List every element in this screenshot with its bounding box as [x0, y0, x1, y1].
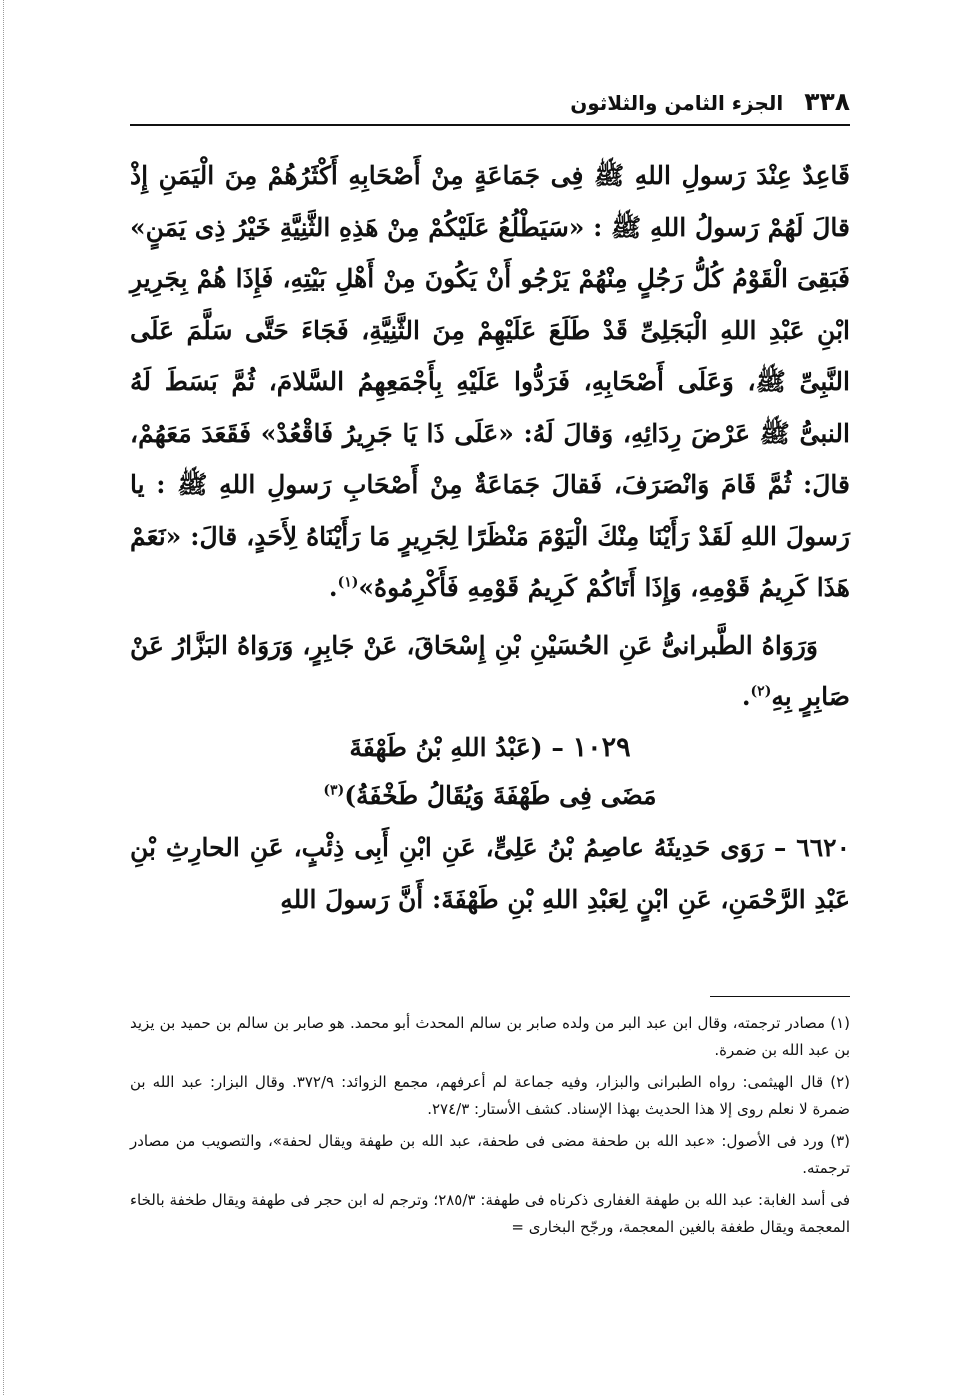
footnote-3-continuation: فى أسد الغابة: عبد الله بن طهفة الغفارى ذكرناه فى طهفة: ٢٨٥/٣؛ وترجم له ابن حجر فى طهفة ويقال طخفة بالخاء المعجمة ويقال طغفة بالغين المعجمة، ورجّح البخارى =: [130, 1191, 850, 1236]
entry-heading-line-1: [130, 724, 850, 772]
footnote-1: (١) مصادر ترجمته، وقال ابن عبد البر من ولده صابر بن سالم المحدث أبو محمد. هو صابر بن سالم بن حميد بن يزيد بن عبد الله بن ضمرة.: [130, 1014, 850, 1059]
paragraph-2: وَرَوَاهُ الطَّبرانىُّ عَنِ الحُسَيْنِ بْنِ إِسْحَاقَ، عَنْ جَابِرٍ، وَرَوَاهُ البَزَّارُ عَنْ صَابِرٍ بِهِ$^{(٢)}$.: [130, 630, 850, 711]
entry-heading-line-2: [130, 772, 850, 820]
footnote-ref-1: (١): [337, 574, 359, 591]
paragraph-2-text: وَرَوَاهُ الطَّبرانىُّ عَنِ الحُسَيْنِ بْنِ إِسْحَاقَ، عَنْ جَابِرٍ، وَرَوَاهُ البَزَّارُ عَنْ صَابِرٍ بِهِ: [130, 630, 850, 711]
hadith-text: [130, 822, 850, 925]
entry-subtitle: مَضَى فِى طَهْفَةَ وَيُقَالُ طَخْفَةُ): [344, 781, 657, 810]
paragraph-1: قَاعِدٌ عِنْدَ رَسولِ اللهِ ﷺ فِى جَمَاعَةٍ مِنْ أَصْحَابِهِ أَكْثَرُهُمْ مِنَ الْيَمَنِ إِذْ قالَ لَهُمْ رَسولُ اللهِ ﷺ : «سَيَطْلُعُ عَلَيْكُمْ مِنْ هَذِهِ الثَّنِيَّةِ خَيْرُ ذِى يَمَنٍ» فَبَقِىَ الْقَوْمُ كُلُّ رَجُلٍ مِنْهُمْ يَرْجُو أَنْ يَكُونَ مِنْ أَهْلِ بَيْتِهِ، فَإِذَا هُمْ بِجَرِيرِ ابْنِ عَبْدِ اللهِ الْبَجَلِىِّ قَدْ طَلَعَ عَلَيْهِمْ مِنَ الثَّنِيَّةِ، فَجَاءَ حَتَّى سَلَّمَ عَلَى النَّبِىِّ ﷺ، وَعَلَى أَصْحَابِهِ، فَرَدُّوا عَلَيْهِ بِأَجْمَعِهِمُ السَّلامَ، ثُمَّ بَسَطَ لَهُ النبىُّ ﷺ عَرْضَ رِدَائِهِ، وَقالَ لَهُ: «عَلَى ذَا يَا جَرِيرُ فَاقْعُدْ» فَقَعَدَ مَعَهُمْ، قالَ: ثُمَّ قَامَ وَانْصَرَفَ، فَقالَ جَمَاعَةٌ مِنْ أَصْحَابِ رَسولِ اللهِ ﷺ : يا رَسولَ اللهِ لَقَدْ رَأَيْنَا مِنْكَ الْيَوْمَ مَنْظَرًا لِجَرِيرٍ مَا رَأَيْنَاهُ لِأَحَدٍ، قالَ: «نَعَمْ هَذَا كَرِيمُ قَوْمِهِ، وَإِذَا أَتَاكُمْ كَرِيمُ قَوْمِهِ فَأَكْرِمُوهُ»$^{(١)}$.: [130, 161, 850, 602]
part-title: الجزء الثامن والثلاثون: [570, 91, 784, 115]
footnote-3: (٣) ورد فى الأصول: «عبد الله بن طحفة مضى فى طحفة، عبد الله بن طهفة ويقال لحفة»، والتصويب من مصادر ترجمته.: [130, 1132, 850, 1177]
main-text: [130, 150, 850, 723]
footnotes: [130, 1010, 850, 1246]
footnote-ref-3: (٣): [323, 782, 345, 799]
footnote-separator: [710, 996, 850, 997]
hadith-paragraph: ٦٦٢٠ – رَوَى حَدِيثَهُ عاصِمُ بْنُ عَلِىٍّ، عَنِ ابْنِ أَبِى ذِئْبٍ، عَنِ الحارِثِ بْنِ عَبْدِ الرَّحْمَنِ، عَنِ ابْنٍ لِعَبْدِ اللهِ بْنِ طَهْفَةَ: أَنَّ رَسولَ اللهِ: [130, 833, 850, 914]
entry-name: (عَبْدُ اللهِ بْنُ طَهْفَةَ: [349, 733, 543, 762]
footnote-2: (٢) قال الهيثمى: رواه الطبرانى والبزار، وفيه جماعة لم أعرفهم، مجمع الزوائد: ٣٧٢/٩. وقال البزار: عبد الله بن ضمرة لا نعلم روى إلا هذا الحديث بهذا الإسناد. كشف الأستار: ٢٧٤/٣.: [130, 1073, 850, 1118]
entry-number: ١٠٢٩: [572, 732, 631, 763]
page-edge-line: [3, 0, 5, 1395]
paragraph-1-text: قَاعِدٌ عِنْدَ رَسولِ اللهِ ﷺ فِى جَمَاعَةٍ مِنْ أَصْحَابِهِ أَكْثَرُهُمْ مِنَ الْيَمَنِ إِذْ قالَ لَهُمْ رَسولُ اللهِ ﷺ : «سَيَطْلُعُ عَلَيْكُمْ مِنْ هَذِهِ الثَّنِيَّةِ خَيْرُ ذِى يَمَنٍ» فَبَقِىَ الْقَوْمُ كُلُّ رَجُلٍ مِنْهُمْ يَرْجُو أَنْ يَكُونَ مِنْ أَهْلِ بَيْتِهِ، فَإِذَا هُمْ بِجَرِيرِ ابْنِ عَبْدِ اللهِ الْبَجَلِىِّ قَدْ طَلَعَ عَلَيْهِمْ مِنَ الثَّنِيَّةِ، فَجَاءَ حَتَّى سَلَّمَ عَلَى النَّبِىِّ ﷺ، وَعَلَى أَصْحَابِهِ، فَرَدُّوا عَلَيْهِ بِأَجْمَعِهِمُ السَّلامَ، ثُمَّ بَسَطَ لَهُ النبىُّ ﷺ عَرْضَ رِدَائِهِ، وَقالَ لَهُ: «عَلَى ذَا يَا جَرِيرُ فَاقْعُدْ» فَقَعَدَ مَعَهُمْ، قالَ: ثُمَّ قَامَ وَانْصَرَفَ، فَقالَ جَمَاعَةٌ مِنْ أَصْحَابِ رَسولِ اللهِ ﷺ : يا رَسولَ اللهِ لَقَدْ رَأَيْنَا مِنْكَ الْيَوْمَ مَنْظَرًا لِجَرِيرٍ مَا رَأَيْنَاهُ لِأَحَدٍ، قالَ: «نَعَمْ هَذَا كَرِيمُ قَوْمِهِ، وَإِذَا أَتَاكُمْ كَرِيمُ قَوْمِهِ فَأَكْرِمُوهُ»: [130, 161, 850, 602]
footnote-ref-2: (٢): [750, 683, 772, 700]
page-number: ٣٣٨: [804, 87, 850, 116]
page-header: [130, 82, 850, 122]
entry-heading: [130, 724, 850, 820]
header-rule: [130, 124, 850, 126]
entry-dash: –: [551, 733, 564, 762]
